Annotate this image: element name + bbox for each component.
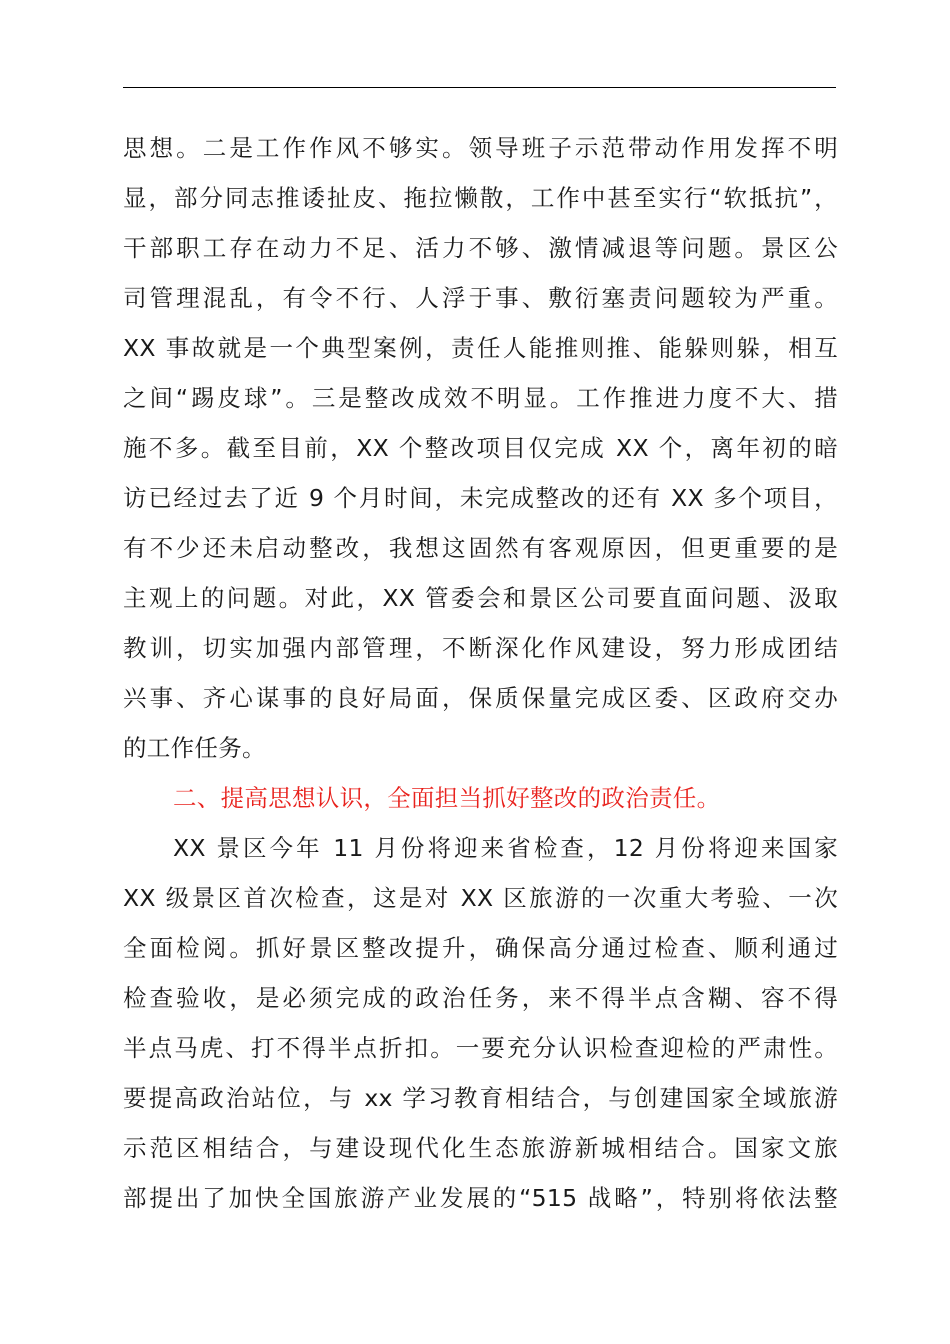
document-body <box>123 123 838 1223</box>
paragraph-line: XX 级景区首次检查，这是对 XX 区旅游的一次重大考验、一次 <box>123 884 838 912</box>
paragraph-line: 半点马虎、打不得半点折扣。一要充分认识检查迎检的严肃性。 <box>123 1034 838 1062</box>
paragraph-line: 干部职工存在动力不足、活力不够、激情减退等问题。景区公 <box>123 234 838 262</box>
header-rule <box>123 87 836 88</box>
paragraph-line: 全面检阅。抓好景区整改提升，确保高分通过检查、顺利通过 <box>123 934 838 962</box>
paragraph-line: 示范区相结合，与建设现代化生态旅游新城相结合。国家文旅 <box>123 1134 838 1162</box>
paragraph-line: XX 事故就是一个典型案例，责任人能推则推、能躲则躲，相互 <box>123 334 838 362</box>
paragraph-line: 显，部分同志推诿扯皮、拖拉懒散，工作中甚至实行“软抵抗”， <box>123 184 838 212</box>
paragraph-line: 司管理混乱，有令不行、人浮于事、敷衍塞责问题较为严重。 <box>123 284 838 312</box>
paragraph-line: 部提出了加快全国旅游产业发展的“515 战略”，特别将依法整 <box>123 1184 838 1212</box>
paragraph-line: 兴事、齐心谋事的良好局面，保质保量完成区委、区政府交办 <box>123 684 838 712</box>
paragraph-line: 要提高政治站位，与 xx 学习教育相结合，与创建国家全域旅游 <box>123 1084 838 1112</box>
section-heading: 二、提高思想认识，全面担当抓好整改的政治责任。 <box>173 784 721 812</box>
paragraph-line: 检查验收，是必须完成的政治任务，来不得半点含糊、容不得 <box>123 984 838 1012</box>
paragraph-line: 有不少还未启动整改，我想这固然有客观原因，但更重要的是 <box>123 534 838 562</box>
paragraph-line: 思想。二是工作作风不够实。领导班子示范带动作用发挥不明 <box>123 134 838 162</box>
paragraph-line: 施不多。截至目前，XX 个整改项目仅完成 XX 个，离年初的暗 <box>123 434 838 462</box>
paragraph-line: 之间“踢皮球”。三是整改成效不明显。工作推进力度不大、措 <box>123 384 838 412</box>
paragraph-line: 主观上的问题。对此，XX 管委会和景区公司要直面问题、汲取 <box>123 584 838 612</box>
paragraph-line: 的工作任务。 <box>123 734 266 762</box>
paragraph-line: XX 景区今年 11 月份将迎来省检查，12 月份将迎来国家 <box>173 834 838 862</box>
paragraph-line: 访已经过去了近 9 个月时间，未完成整改的还有 XX 多个项目， <box>123 484 838 512</box>
paragraph-line: 教训，切实加强内部管理，不断深化作风建设，努力形成团结 <box>123 634 838 662</box>
